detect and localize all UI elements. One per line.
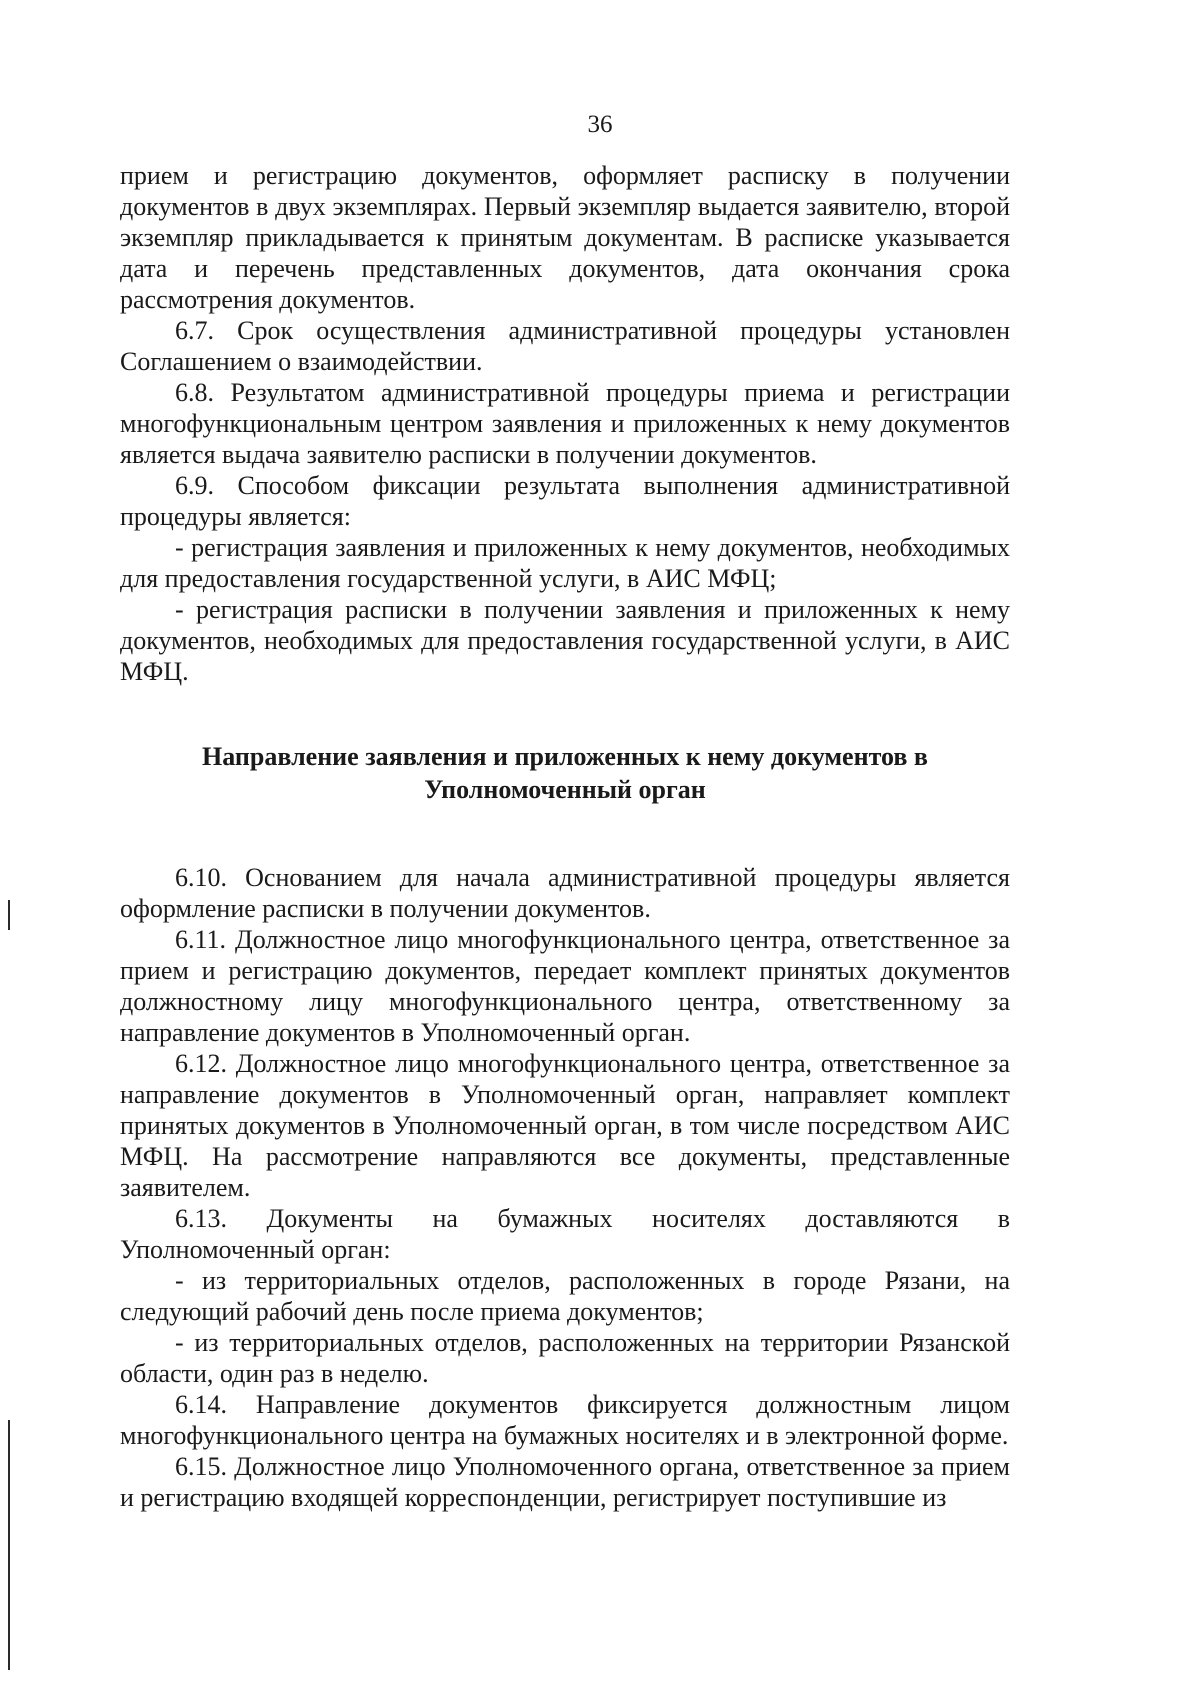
page-number: 36 [587, 111, 613, 138]
paragraph-6-14: 6.14. Направление документов фиксируется должностным лицом многофункционального центра на бумажных носителях и в электронной форме. [120, 1390, 1010, 1450]
paragraph-6-10: 6.10. Основанием для начала административной процедуры является оформление расписки в получении документов. [120, 863, 1010, 923]
section-heading-line: Уполномоченный орган [424, 775, 706, 804]
scan-edge-mark [8, 1420, 10, 1670]
bottom-text-block [120, 862, 1010, 1513]
list-item: - регистрация заявления и приложенных к нему документов, необходимых для предоставления государственной услуги, в АИС МФЦ; [120, 533, 1010, 593]
section-heading-line: Направление заявления и приложенных к нему документов в [202, 742, 928, 771]
scan-edge-mark [8, 900, 10, 930]
paragraph-6-9: 6.9. Способом фиксации результата выполнения административной процедуры является: [120, 471, 1010, 531]
top-text-block [120, 160, 1010, 687]
paragraph-6-13: 6.13. Документы на бумажных носителях доставляются в Уполномоченный орган: [120, 1204, 1010, 1264]
paragraph-6-7: 6.7. Срок осуществления административной процедуры установлен Соглашением о взаимодействии. [120, 316, 1010, 376]
paragraph: прием и регистрацию документов, оформляет расписку в получении документов в двух экземплярах. Первый экземпляр выдается заявителю, второй экземпляр прикладывается к принятым документам. В расписке указывается дата и перечень представленных документов, дата окончания срока рассмотрения документов. [120, 161, 1010, 314]
list-item: - регистрация расписки в получении заявления и приложенных к нему документов, необходимых для предоставления государственной услуги, в АИС МФЦ. [120, 595, 1010, 686]
paragraph-6-12: 6.12. Должностное лицо многофункционального центра, ответственное за направление документов в Уполномоченный орган, направляет комплект принятых документов в Уполномоченный орган, в том числе посредством АИС МФЦ. На рассмотрение направляются все документы, представленные заявителем. [120, 1049, 1010, 1202]
list-item: - из территориальных отделов, расположенных на территории Рязанской области, один раз в неделю. [120, 1328, 1010, 1388]
paragraph-6-8: 6.8. Результатом административной процедуры приема и регистрации многофункциональным центром заявления и приложенных к нему документов является выдача заявителю расписки в получении документов. [120, 378, 1010, 469]
list-item: - из территориальных отделов, расположенных в городе Рязани, на следующий рабочий день после приема документов; [120, 1266, 1010, 1326]
paragraph-6-11: 6.11. Должностное лицо многофункционального центра, ответственное за прием и регистрацию документов, передает комплект принятых документов должностному лицу многофункционального центра, ответственному за направление документов в Уполномоченный орган. [120, 925, 1010, 1047]
paragraph-6-15: 6.15. Должностное лицо Уполномоченного органа, ответственное за прием и регистрацию входящей корреспонденции, регистрирует поступившие из [120, 1452, 1010, 1512]
section-heading [120, 740, 1010, 806]
